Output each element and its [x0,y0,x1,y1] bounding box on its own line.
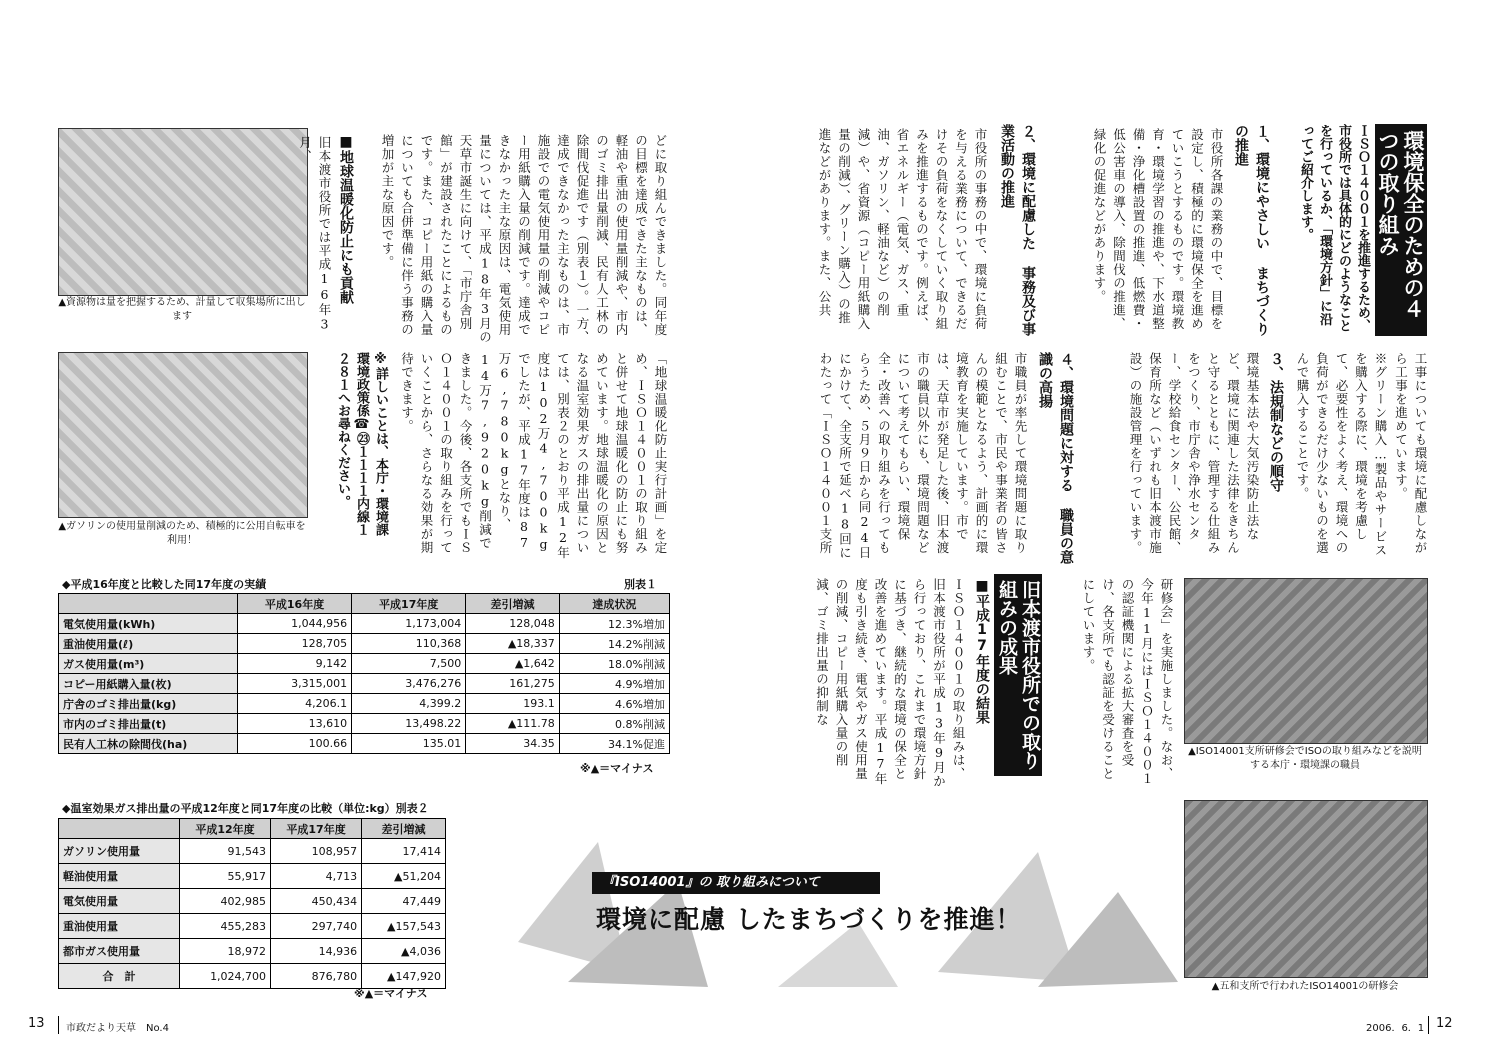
table-cell: 14.2%削減 [559,634,669,654]
publication-date: 2006．6．1 [1366,1023,1425,1034]
sec2-body: 市役所の事務の中で、環境に負荷を与える業務について、できるだけその負荷をなくしていく取り組みを推進するものです。例えば、省エネルギー（電気、ガス、重油、ガソリン、軽油など）の削減）や、省資源（コピー用紙購入量の削減）、グリーン購入）の推進などがあります。また、公共 [817,128,988,331]
sec1-body: 市役所各課の業務の中で、目標を設定し、積極的に環境保全を進めていこうとするものです。環境教育・環境学習の推進や、下水道整備・浄化槽設置の推進、低燃費・低公害車の導入、除間伐の推進、緑化の促進などがあります。 [1092,128,1224,331]
table2-header-cell: 差引増減 [362,819,446,839]
table-cell: 都市ガス使用量 [59,939,180,964]
table-cell: 合 計 [59,964,180,989]
table2-header-cell [59,819,180,839]
table-cell: 297,740 [271,914,362,939]
table-cell: 0.8%削減 [559,714,669,734]
table-cell: ▲111.78 [466,714,559,734]
table-row [59,614,670,634]
table-cell: 108,957 [271,839,362,864]
feature-intro: ＩＳＯ１４００１を推進するため、市役所では具体的にどのようなことを行っているか、「環境方針」に沿ってご紹介します。 [1298,124,1370,332]
table-cell: 4,399.2 [352,694,466,714]
table-row [59,889,446,914]
photo-training-speaker [1184,578,1428,744]
table-cell: ガソリン使用量 [59,839,180,864]
column-results-continued: どに取り組んできました。同年度の目標を達成できた主なものは、軽油や重油の使用量削減や、市内のゴミ排出量削減、民有人工林の除間伐促進です（別表１）。一方、達成できなかった主なものは、市施設での電気使用量の削減やコピー用紙購入量の削減です。達成できなかった主な原因は、電気使用量については、平成18年3月の天草市誕生に向けて、「市庁舎別館」が建設されたことによるものです。また、コピー用紙の購入量についても合併準備に伴う事務の増加が主な原因です。 [380,134,668,344]
page-number-right: 12 [1436,1016,1453,1031]
table-cell: 135.01 [352,734,466,754]
results-body: ＩＳＯ１４００１の取り組みは、旧本渡市役所が平成13年9月から行っており、これまで環境方針に基づき、継続的な環境の保全と改善を進めています。平成17年度も引き続き、電気やガス使用量の削減、コピー用紙購入量の削減、ゴミ排出量の抑制な [814,578,966,788]
table-cell: ▲147,920 [362,964,446,989]
table1-header-cell [59,594,238,614]
footer-divider-right [1428,1016,1429,1034]
table2 [58,818,446,989]
table-cell: ▲18,337 [466,634,559,654]
photo-training-session [1184,800,1428,978]
table-cell: 455,283 [180,914,271,939]
page-number-left: 13 [28,1016,45,1031]
table-cell: 1,173,004 [352,614,466,634]
table-cell: 55,917 [180,864,271,889]
table-cell: 13,610 [238,714,352,734]
inquiry-note: ※詳しいことは、本庁・環境課環境政策係☎㉓１１１１内線１２８１へお尋ねください。 [335,352,388,536]
table-row [59,839,446,864]
sec4-body: 市職員が率先して環境問題に取り組むことで、市民や事業者の皆さんの模範となるよう、計画的に環境教育を実施しています。市では、天草市が発足した後、旧本渡市の職員以外にも、環境問題などについて考えてもらい、環境保全・改善への取り組みを行ってもらうため、５月９日から同24日にかけて、全支所で延べ18回にわたって「ＩＳＯ１４００１支所 [818,352,1028,560]
sec4-heading: ４、環境問題に対する 職員の意識の高揚 [1037,352,1074,564]
table1-header-cell: 差引増減 [466,594,559,614]
table-cell: コピー用紙購入量(枚) [59,674,238,694]
photo-recyclables-caption: ▲資源物は量を把握するため、計量して収集場所に出します [58,297,306,322]
table-cell: 3,476,276 [352,674,466,694]
table-cell: 市内のゴミ排出量(t) [59,714,238,734]
column-training-result: 研修会」を実施しました。なお、今年11月にはＩＳＯ１４００１の認証機関による拡大審査を受け、各支所でも認証を受けることにしています。 [1081,578,1174,786]
table-cell: 4.6%増加 [559,694,669,714]
table-cell: 34.35 [466,734,559,754]
table2-header-cell: 平成17年度 [271,819,362,839]
photo-recyclables [58,128,308,296]
table-cell: 13,498.22 [352,714,466,734]
table-cell: 161,275 [466,674,559,694]
banner-title: 環境に配慮 したまちづくりを推進！ [596,905,1022,934]
results-heading: ■平成17年度の結果 [974,578,990,724]
table-cell: 4.9%増加 [559,674,669,694]
table-cell: 18,972 [180,939,271,964]
table-cell: 128,705 [238,634,352,654]
table-cell: 128,048 [466,614,559,634]
table-cell: 18.0%削減 [559,654,669,674]
table2-header-cell: 平成12年度 [180,819,271,839]
table1 [58,593,670,754]
column-public-works: 工事についても環境に配慮しながら工事を進めています。 [1393,352,1428,555]
table-row [59,864,446,889]
table-cell: 17,414 [362,839,446,864]
table-cell: 9,142 [238,654,352,674]
table-cell: 4,206.1 [238,694,352,714]
table-cell: 電気使用量(kWh) [59,614,238,634]
table-cell: 100.66 [238,734,352,754]
warming-heading: ■地球温暖化防止にも貢献 [338,134,354,304]
table1-title: ◆平成16年度と比較した同17年度の実績 [62,578,267,591]
footer-divider-left [58,1016,59,1034]
table-cell: 14,936 [271,939,362,964]
table-cell: 450,434 [271,889,362,914]
table-row [59,674,670,694]
table1-header-cell: 平成17年度 [352,594,466,614]
table-cell: 7,500 [352,654,466,674]
table-cell: 重油使用量 [59,914,180,939]
feature-title: 環境保全のための４つの取り組み [1375,124,1427,336]
sec3-heading: ３、法規制などの順守 [1268,352,1284,492]
table-cell: 12.3%増加 [559,614,669,634]
sec2-heading: ２、環境に配慮した 事務及び事業活動の推進 [999,124,1036,336]
table-row [59,634,670,654]
table-cell: 402,985 [180,889,271,914]
table-cell: 電気使用量 [59,889,180,914]
table-cell: 重油使用量(ℓ) [59,634,238,654]
warming-body-lead: 旧本渡市役所では平成16年3月、 [297,136,332,333]
table-cell: ガス使用量(m³) [59,654,238,674]
photo-training-session-caption: ▲五和支所で行われたISO14001の研修会 [1211,981,1399,992]
table-row [59,654,670,674]
green-purchase-note: ※グリーン購入…製品やサービスを購入する際に、環境を考慮して、必要性をよく考え、環境への負荷ができるだけ少ないものを選んで購入することです。 [1295,352,1388,557]
table-cell: 3,315,001 [238,674,352,694]
table-cell: ▲51,204 [362,864,446,889]
publication-name: 市政だより天草 No.4 [66,1023,169,1034]
table1-header-cell: 平成16年度 [238,594,352,614]
table-cell: 47,449 [362,889,446,914]
table-cell: 110,368 [352,634,466,654]
banner-subtitle: 『ISO14001』の 取り組みについて [592,872,880,894]
table2-header-row [59,819,446,839]
table-cell: ▲157,543 [362,914,446,939]
table-cell: 庁舎のゴミ排出量(kg) [59,694,238,714]
table-cell: 4,713 [271,864,362,889]
table-row [59,694,670,714]
table-cell: 1,044,956 [238,614,352,634]
table2-title: ◆温室効果ガス排出量の平成12年度と同17年度の比較（単位:kg）別表２ [62,802,429,815]
table-cell: 軽油使用量 [59,864,180,889]
results-title: 旧本渡市役所での取り組みの成果 [994,574,1042,776]
table1-header-cell: 達成状況 [559,594,669,614]
table-row [59,939,446,964]
table-cell: 民有人工林の除間伐(ha) [59,734,238,754]
table-row [59,914,446,939]
table1-note: ※▲＝マイナス [580,762,654,775]
photo-bicycle-caption: ▲ガソリンの使用量削減のため、積極的に公用自転車を利用！ [58,521,306,546]
table-cell: 91,543 [180,839,271,864]
table-row [59,714,670,734]
sec3-body: 環境基本法や大気汚染防止法など、環境に関連した法律をきちんと守るとともに、管理する仕組みをつくり、市庁舎や浄水センター、学校給食センター、公民館、保育所など（いずれも旧本渡市施設）の施設管理を行っています。 [1128,352,1260,555]
table-row [59,734,670,754]
photo-bicycle [58,352,308,518]
table-cell: 34.1%促進 [559,734,669,754]
table2-note: ※▲＝マイナス [354,987,428,1000]
table-cell: ▲1,642 [466,654,559,674]
table-cell: ▲4,036 [362,939,446,964]
table1-label: 別表１ [624,578,657,591]
column-warming-plan: 「地球温暖化防止実行計画」を定め、ＩＳＯ１４００１の取り組みと併せて地球温暖化の防止にも努めています。地球温暖化の原因となる温室効果ガスの排出量については、別表２のとおり平成12年度は102万4,700kgでしたが、平成17年度は87万6,780kgとなり、14万7,920kg削減できました。今後、各支所でもＩＳＯ１４００１の取り組みを行っていくことから、さらなる効果が期待できます。 [399,352,668,560]
photo-training-speaker-caption: ▲ISO14001支所研修会でISOの取り組みなどを説明する本庁・環境課の職員 [1188,746,1422,771]
sec1-heading: １、環境にやさしい まちづくりの推進 [1233,124,1270,336]
table-cell: 1,024,700 [180,964,271,989]
table-cell: 193.1 [466,694,559,714]
table1-header-row [59,594,670,614]
table-cell: 876,780 [271,964,362,989]
